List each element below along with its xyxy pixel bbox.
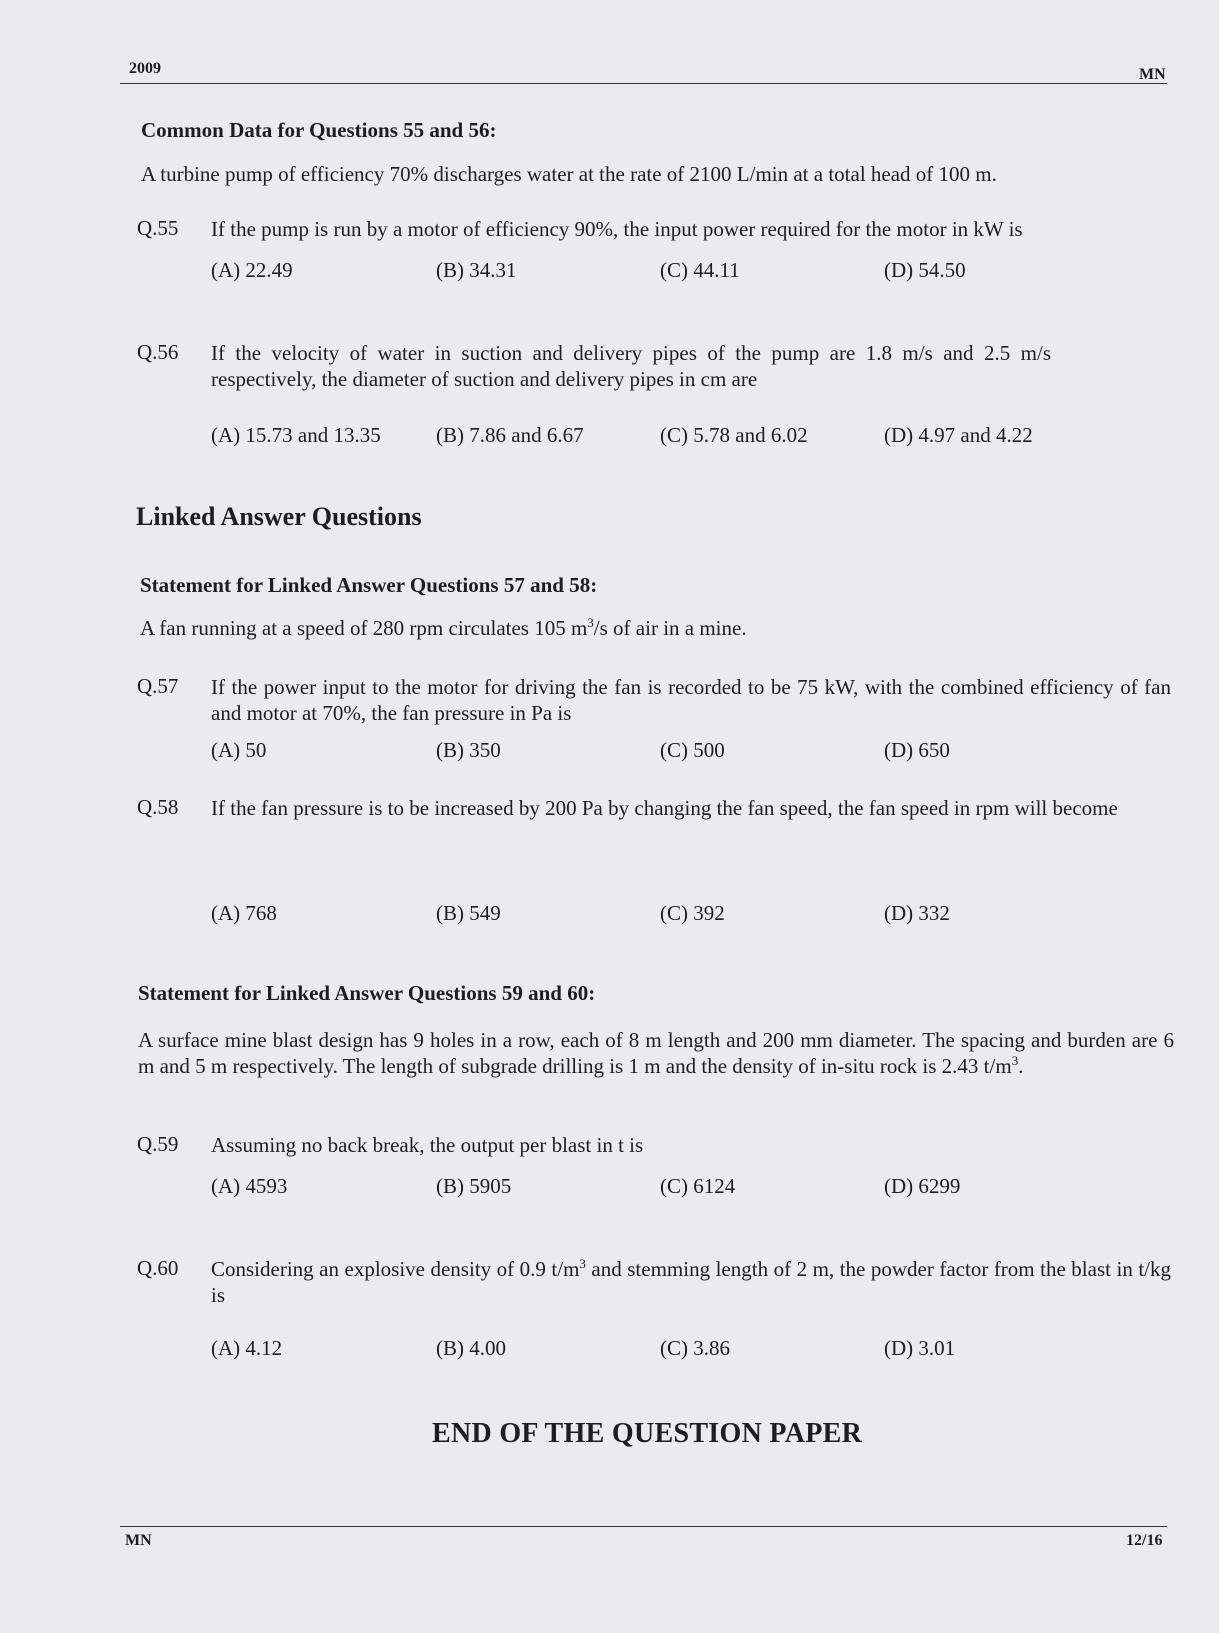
header-rule <box>120 83 1167 84</box>
option-c: (C) 3.86 <box>660 1336 730 1360</box>
option-a: (A) 4593 <box>211 1174 288 1198</box>
statement-text: A surface mine blast design has 9 holes in a row, each of 8 m length and 200 mm diameter. The spacing and burden are 6 m and 5 m respectively. The length of subgrade drilling is 1 m and the density of in-situ rock is 2.43 $t/m^3$. <box>138 1028 1174 1078</box>
question-number: Q.57 <box>137 674 179 698</box>
header-code: MN <box>1139 66 1166 83</box>
statement-heading: Statement for Linked Answer Questions 59 and 60: <box>138 981 596 1005</box>
option-a: (A) 22.49 <box>211 258 293 282</box>
header-year: 2009 <box>129 60 161 77</box>
question-number: Q.60 <box>137 1256 179 1280</box>
option-c: (C) 6124 <box>660 1174 736 1198</box>
question-number: Q.56 <box>137 340 179 364</box>
common-data-text: A turbine pump of efficiency 70% discharges water at the rate of 2100 L/min at a total head of 100 m. <box>141 162 997 186</box>
option-d: (D) 4.97 and 4.22 <box>884 423 1033 447</box>
end-of-paper: END OF THE QUESTION PAPER <box>432 1418 863 1449</box>
option-b: (B) 7.86 and 6.67 <box>436 423 584 447</box>
option-b: (B) 34.31 <box>436 258 517 282</box>
option-a: (A) 50 <box>211 738 267 762</box>
question-text: If the pump is run by a motor of efficiency 90%, the input power required for the motor in kW is <box>211 217 1023 241</box>
question-text: If the velocity of water in suction and delivery pipes of the pump are 1.8 m/s and 2.5 m/s respectively, the diameter of suction and delivery pipes in cm are <box>211 341 1051 391</box>
option-b: (B) 4.00 <box>436 1336 506 1360</box>
option-b: (B) 350 <box>436 738 501 762</box>
question-text: If the fan pressure is to be increased by 200 Pa by changing the fan speed, the fan speed in rpm will become <box>211 796 1118 820</box>
section-title: Linked Answer Questions <box>136 502 422 531</box>
statement-text: A fan running at a speed of 280 rpm circulates 105 $m^3/s$ of air in a mine. <box>140 615 747 640</box>
option-c: (C) 392 <box>660 901 725 925</box>
question-text: Assuming no back break, the output per blast in t is <box>211 1133 644 1157</box>
option-a: (A) 15.73 and 13.35 <box>211 423 381 447</box>
option-d: (D) 650 <box>884 738 950 762</box>
option-d: (D) 54.50 <box>884 258 966 282</box>
option-d: (D) 3.01 <box>884 1336 956 1360</box>
option-a: (A) 768 <box>211 901 277 925</box>
option-a: (A) 4.12 <box>211 1336 283 1360</box>
page-number: 12/16 <box>1126 1532 1163 1549</box>
question-number: Q.58 <box>137 795 179 819</box>
question-text: If the power input to the motor for driving the fan is recorded to be 75 kW, with the combined efficiency of fan and motor at 70%, the fan pressure in Pa is <box>211 675 1171 725</box>
option-c: (C) 5.78 and 6.02 <box>660 423 808 447</box>
question-text: Considering an explosive density of 0.9 $t/m^3$ and stemming length of 2 m, the powder factor from the blast in t/kg is <box>211 1256 1171 1307</box>
option-b: (B) 549 <box>436 901 501 925</box>
common-data-heading: Common Data for Questions 55 and 56: <box>141 118 497 142</box>
question-number: Q.55 <box>137 216 179 240</box>
question-number: Q.59 <box>137 1132 179 1156</box>
footer-code: MN <box>125 1532 152 1549</box>
option-c: (C) 44.11 <box>660 258 740 282</box>
option-c: (C) 500 <box>660 738 725 762</box>
option-d: (D) 332 <box>884 901 950 925</box>
footer-rule <box>120 1526 1167 1527</box>
option-d: (D) 6299 <box>884 1174 961 1198</box>
option-b: (B) 5905 <box>436 1174 512 1198</box>
statement-heading: Statement for Linked Answer Questions 57 and 58: <box>140 573 598 597</box>
